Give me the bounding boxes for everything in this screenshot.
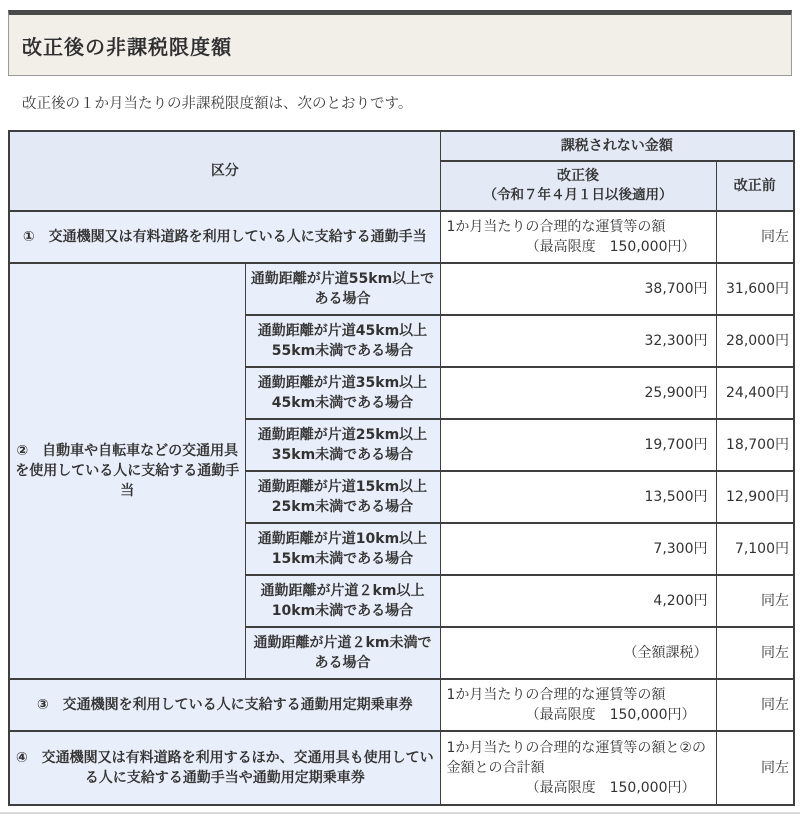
table-row-3: [9, 679, 794, 731]
row3-category-label: ③ 交通機関を利用している人に支給する通勤用定期乗車券: [9, 679, 440, 731]
row2-sub7-before-value: 同左: [716, 575, 794, 627]
row2-sub6-before-value: 7,100円: [716, 523, 794, 575]
nontaxable-limit-table: [8, 130, 795, 806]
after-revision-label: 改正後: [557, 168, 599, 185]
column-header-before-revision: 改正前: [716, 161, 794, 211]
row2-sub4-label: 通勤距離が片道25km以上35km未満である場合: [245, 419, 440, 471]
row1-category-label: ① 交通機関又は有料道路を利用している人に支給する通勤手当: [9, 211, 440, 263]
row2-sub3-before-value: 24,400円: [716, 367, 794, 419]
row2-sub1-label: 通勤距離が片道55km以上である場合: [245, 263, 440, 315]
row2-sub5-after-value: 13,500円: [440, 471, 716, 523]
row4-after-main: 1か月当たりの合理的な運賃等の額と②の金額との合計額: [446, 739, 706, 776]
row2-sub2-before-value: 28,000円: [716, 315, 794, 367]
row1-after-value: [440, 211, 716, 263]
column-header-category: 区分: [9, 131, 440, 211]
row2-sub1-before-value: 31,600円: [716, 263, 794, 315]
section-header-banner: [8, 10, 792, 76]
table-header-row-1: [9, 131, 794, 161]
row2-sub3-label: 通勤距離が片道35km以上45km未満である場合: [245, 367, 440, 419]
row1-after-main: 1か月当たりの合理的な運賃等の額: [446, 218, 666, 235]
row2-category-label: ② 自動車や自転車などの交通用具を使用している人に支給する通勤手当: [9, 263, 245, 679]
row3-after-main: 1か月当たりの合理的な運賃等の額: [446, 686, 666, 703]
row2-sub8-before-value: 同左: [716, 627, 794, 679]
row2-sub1-after-value: 38,700円: [440, 263, 716, 315]
row4-category-label: ④ 交通機関又は有料道路を利用するほか、交通用具も使用している人に支給する通勤手当や通勤用定期乗車券: [9, 731, 440, 805]
table-row-2-sub-1: [9, 263, 794, 315]
row2-sub2-label: 通勤距離が片道45km以上55km未満である場合: [245, 315, 440, 367]
row4-after-cap: （最高限度 150,000円）: [525, 780, 696, 797]
row2-sub7-after-value: 4,200円: [440, 575, 716, 627]
row2-sub2-after-value: 32,300円: [440, 315, 716, 367]
row3-before-value: 同左: [716, 679, 794, 731]
row4-before-value: 同左: [716, 731, 794, 805]
row4-after-value: [440, 731, 716, 805]
row2-sub5-label: 通勤距離が片道15km以上25km未満である場合: [245, 471, 440, 523]
row1-before-value: 同左: [716, 211, 794, 263]
row2-sub6-after-value: 7,300円: [440, 523, 716, 575]
row2-sub7-label: 通勤距離が片道２km以上10km未満である場合: [245, 575, 440, 627]
column-header-after-revision: [440, 161, 716, 211]
row2-sub4-after-value: 19,700円: [440, 419, 716, 471]
row3-after-value: [440, 679, 716, 731]
table-row-4: [9, 731, 794, 805]
next-section-top-edge: [0, 812, 800, 816]
table-row-1: [9, 211, 794, 263]
row3-after-cap: （最高限度 150,000円）: [525, 707, 696, 723]
page-title: 改正後の非課税限度額: [22, 34, 232, 59]
after-revision-effective-date: （令和７年４月１日以後適用）: [483, 187, 673, 204]
row1-after-cap: （最高限度 150,000円）: [525, 239, 696, 255]
row2-sub4-before-value: 18,700円: [716, 419, 794, 471]
intro-text: 改正後の１か月当たりの非課税限度額は、次のとおりです。: [22, 96, 413, 112]
column-header-nontaxable-amount: 課税されない金額: [440, 131, 794, 161]
row2-sub8-label: 通勤距離が片道２km未満である場合: [245, 627, 440, 679]
row2-sub6-label: 通勤距離が片道10km以上15km未満である場合: [245, 523, 440, 575]
row2-sub5-before-value: 12,900円: [716, 471, 794, 523]
row2-sub8-after-value: （全額課税）: [440, 627, 716, 679]
row2-sub3-after-value: 25,900円: [440, 367, 716, 419]
